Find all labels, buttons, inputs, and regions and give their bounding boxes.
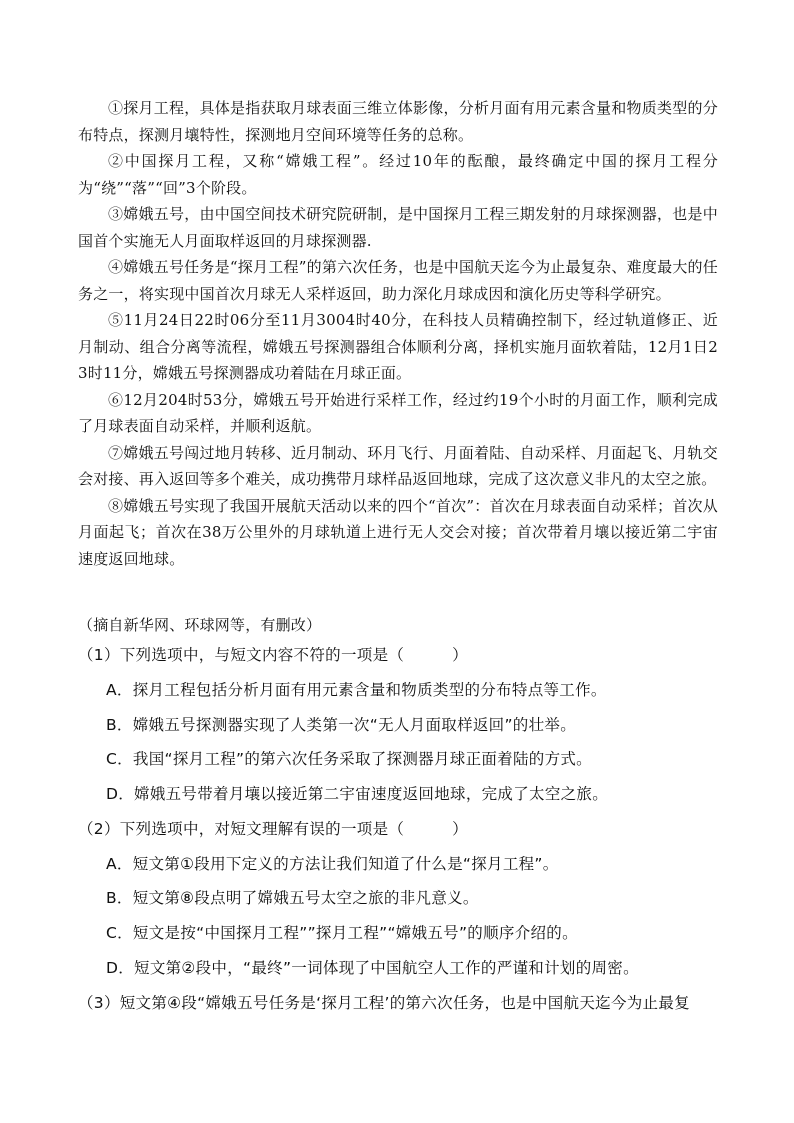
question-1-title [78,642,468,668]
paragraph-4: ④嫦娥五号任务是“探月工程”的第六次任务，也是中国航天迄今为止最复杂、难度最大的任务之一，将实现中国首次月球无人采样返回，助力深化月球成因和演化历史等科学研究。 [78,258,718,303]
paragraph-5: ⑤11月24日22时06分至11月3004时40分，在科技人员精确控制下，经过轨道修正、近月制动、组合分离等流程，嫦娥五号探测器组合体顺利分离，择机实施月面软着陆，12月1日23时11分，嫦娥五号探测器成功着陆在月球正面。 [78,311,718,382]
reading-passage [78,95,718,572]
source-note: （摘自新华网、环球网等，有删改） [78,616,322,634]
paragraph-3: ③嫦娥五号，由中国空间技术研究院研制，是中国探月工程三期发射的月球探测器，也是中国首个实施无人月面取样返回的月球探测器. [78,205,718,250]
question-1-option-a[interactable]: A．探月工程包括分析月面有用元素含量和物质类型的分布特点等工作。 [106,681,607,699]
question-1-text: （1）下列选项中，与短文内容不符的一项是（ [78,646,405,664]
question-2-title [78,816,468,842]
question-1-close: ） [452,646,468,664]
question-2-option-d[interactable]: D．短文第②段中，“最终”一词体现了中国航空人工作的严谨和计划的周密。 [106,959,639,977]
question-2-close: ） [452,820,468,838]
question-1-option-b[interactable]: B．嫦娥五号探测器实现了人类第一次“无人月面取样返回”的壮举。 [106,716,576,734]
paragraph-8: ⑧嫦娥五号实现了我国开展航天活动以来的四个“首次”：首次在月球表面自动采样；首次从月面起飞；首次在38万公里外的月球轨道上进行无人交会对接；首次带着月壤以接近第二宇宙速度返回地球。 [78,496,718,568]
question-3-title: （3）短文第④段“嫦娥五号任务是‘探月工程’的第六次任务，也是中国航天迄今为止最复 [78,994,690,1012]
question-2-option-a[interactable]: A．短文第①段用下定义的方法让我们知道了什么是“探月工程”。 [106,855,559,873]
question-1-option-d[interactable]: D．嫦娥五号带着月壤以接近第二宇宙速度返回地球，完成了太空之旅。 [106,785,609,803]
question-2-text: （2）下列选项中，对短文理解有误的一项是（ [78,820,405,838]
paragraph-6: ⑥12月204时53分，嫦娥五号开始进行采样工作，经过约19个小时的月面工作，顺利完成了月球表面自动采样，并顺利返航。 [78,390,718,435]
question-1-option-c[interactable]: C．我国“探月工程”的第六次任务采取了探测器月球正面着陆的方式。 [106,750,592,768]
paragraph-7: ⑦嫦娥五号闯过地月转移、近月制动、环月飞行、月面着陆、自动采样、月面起飞、月轨交会对接、再入返回等多个难关，成功携带月球样品返回地球，完成了这次意义非凡的太空之旅。 [78,443,718,488]
paragraph-2: ②中国探月工程，又称“嫦娥工程”。经过10年的酝酿，最终确定中国的探月工程分为“绕”“落”“回”3个阶段。 [78,152,718,197]
question-2-option-c[interactable]: C．短文是按“中国探月工程””探月工程”“嫦娥五号”的顺序介绍的。 [106,924,578,942]
paragraph-1: ①探月工程，具体是指获取月球表面三维立体影像，分析月面有用元素含量和物质类型的分布特点，探测月壤特性，探测地月空间环境等任务的总称。 [78,99,718,144]
question-2-option-b[interactable]: B．短文第⑧段点明了嫦娥五号太空之旅的非凡意义。 [106,889,479,907]
